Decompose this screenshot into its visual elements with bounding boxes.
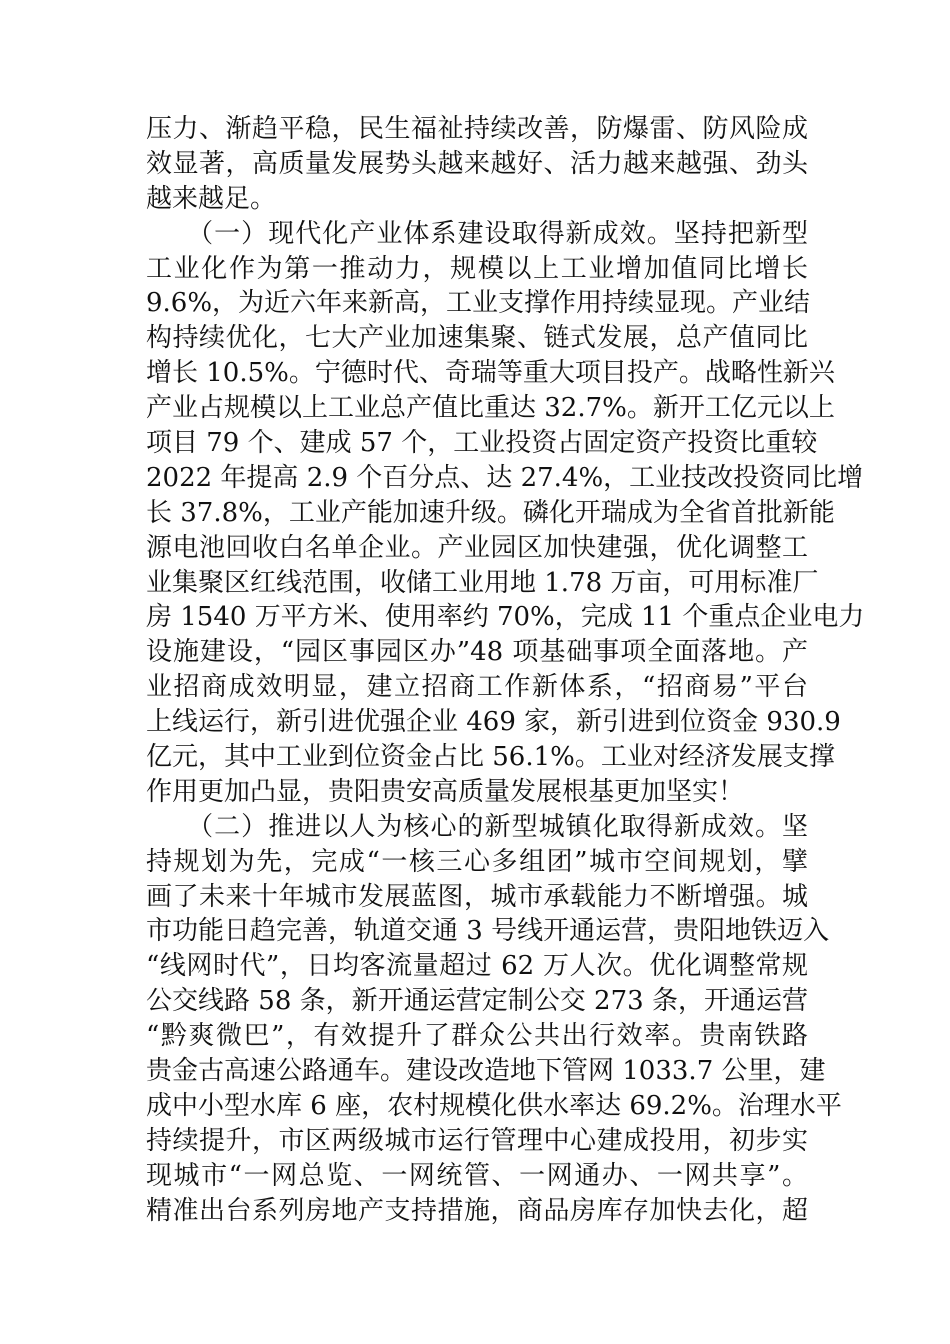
text-line: 画了未来十年城市发展蓝图，城市承载能力不断增强。城	[146, 881, 808, 912]
text-line: 业招商成效明显，建立招商工作新体系，“招商易”平台	[146, 672, 808, 703]
text-line: 9.6%，为近六年来新高，工业支撑作用持续显现。产业结	[146, 288, 811, 319]
text-line: 构持续优化，七大产业加速集聚、链式发展，总产值同比	[146, 323, 808, 354]
text-line: “线网时代”，日均客流量超过 62 万人次。优化调整常规	[146, 951, 808, 982]
text-line: 房 1540 万平方米、使用率约 70%，完成 11 个重点企业电力	[146, 602, 865, 633]
text-line: 持规划为先，完成“一核三心多组团”城市空间规划，擘	[146, 846, 808, 877]
text-line: 市功能日趋完善，轨道交通 3 号线开通运营，贵阳地铁迈入	[146, 916, 830, 947]
text-line: “黔爽微巴”，有效提升了群众公共出行效率。贵南铁路	[146, 1021, 808, 1052]
text-line: 产业占规模以上工业总产值比重达 32.7%。新开工亿元以上	[146, 393, 835, 424]
text-line: 上线运行，新引进优强企业 469 家，新引进到位资金 930.9	[146, 707, 841, 738]
text-line: （一）现代化产业体系建设取得新成效。坚持把新型	[146, 218, 808, 249]
text-line: 工业化作为第一推动力，规模以上工业增加值同比增长	[146, 253, 808, 284]
text-line: 2022 年提高 2.9 个百分点、达 27.4%，工业技改投资同比增	[146, 462, 864, 493]
text-line: 越来越足。	[146, 183, 277, 214]
text-line: （二）推进以人为核心的新型城镇化取得新成效。坚	[146, 811, 808, 842]
text-line: 源电池回收白名单企业。产业园区加快建强，优化调整工	[146, 532, 808, 563]
text-line: 成中小型水库 6 座，农村规模化供水率达 69.2%。治理水平	[146, 1090, 842, 1121]
text-line: 增长 10.5%。宁德时代、奇瑞等重大项目投产。战略性新兴	[146, 358, 835, 389]
text-line: 效显著，高质量发展势头越来越好、活力越来越强、劲头	[146, 148, 808, 179]
text-line: 项目 79 个、建成 57 个，工业投资占固定资产投资比重较	[146, 428, 818, 459]
document-body	[146, 112, 865, 1229]
text-line: 压力、渐趋平稳，民生福祉持续改善，防爆雷、防风险成	[146, 114, 808, 144]
text-line: 业集聚区红线范围，收储工业用地 1.78 万亩，可用标准厂	[146, 567, 819, 598]
text-line: 设施建设，“园区事园区办”48 项基础事项全面落地。产	[146, 637, 808, 668]
text-line: 亿元，其中工业到位资金占比 56.1%。工业对经济发展支撑	[146, 742, 835, 773]
text-line: 作用更加凸显，贵阳贵安高质量发展根基更加坚实！	[146, 776, 745, 807]
text-line: 精准出台系列房地产支持措施，商品房库存加快去化，超	[146, 1195, 808, 1226]
text-line: 公交线路 58 条，新开通运营定制公交 273 条，开通运营	[146, 986, 808, 1017]
text-line: 长 37.8%，工业产能加速升级。磷化开瑞成为全省首批新能	[146, 497, 835, 528]
text-line: 持续提升，市区两级城市运行管理中心建成投用，初步实	[146, 1125, 808, 1156]
text-line: 现城市“一网总览、一网统管、一网通办、一网共享”。	[146, 1160, 808, 1191]
text-line: 贵金古高速公路通车。建设改造地下管网 1033.7 公里，建	[146, 1056, 826, 1087]
